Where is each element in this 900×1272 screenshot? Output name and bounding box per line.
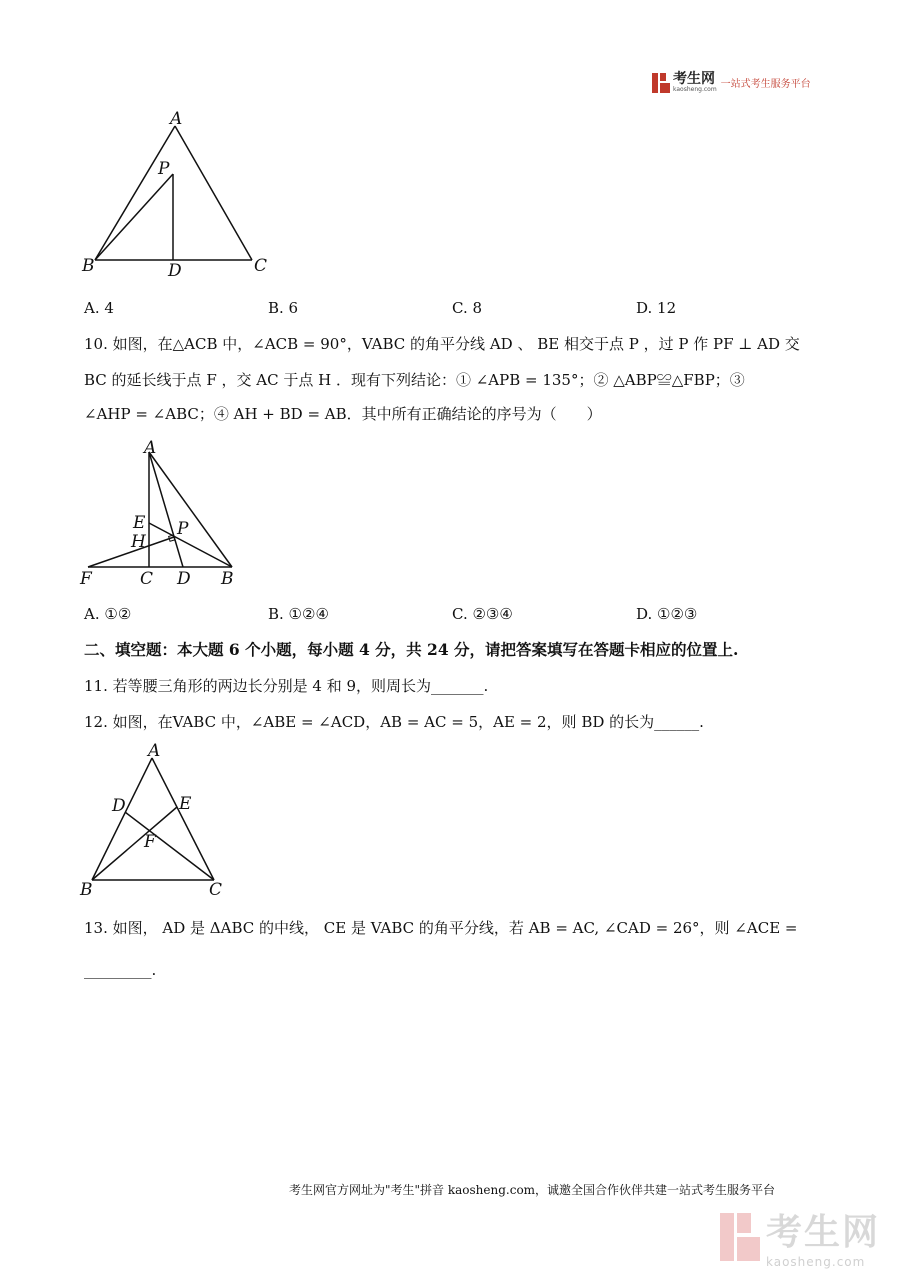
q12-segment-cd: [125, 812, 214, 880]
brand-domain: kaosheng.com: [673, 86, 717, 93]
header-slogan: 一站式考生服务平台: [720, 79, 811, 90]
q10-option-d: D. ①②③: [636, 605, 698, 623]
q9-label-c: C: [254, 256, 268, 276]
q12-figure: [78, 740, 238, 900]
q9-side-ac: [175, 126, 252, 260]
q10-label-d: D: [177, 569, 191, 589]
q10-text-line3: ∠AHP = ∠ABC；④ AH + BD = AB．其中所有正确结论的序号为（ ）: [84, 405, 602, 423]
q10-label-p: P: [177, 519, 189, 539]
q9-option-b: B. 6: [268, 299, 299, 317]
q12-side-ac: [152, 758, 214, 880]
q10-figure: [78, 436, 248, 591]
q10-text-line2: BC 的延长线于点 F ，交 AC 于点 H ．现有下列结论：① ∠APB = 135°；② △ABP≌△FBP；③: [84, 371, 745, 389]
q9-segment-bp: [95, 174, 173, 260]
q10-label-e: E: [133, 513, 146, 533]
q10-bisector-ad: [149, 452, 183, 567]
q13-text-line2: _________.: [84, 961, 157, 979]
q12-side-ab: [92, 758, 152, 880]
brand-logo-icon: [652, 73, 670, 93]
q9-label-d: D: [168, 261, 182, 281]
q9-label-b: B: [82, 256, 95, 276]
q10-text-line1: 10. 如图，在△ACB 中，∠ACB = 90°，VABC 的角平分线 AD 、 BE 相交于点 P ，过 P 作 PF ⊥ AD 交: [84, 335, 800, 353]
q10-side-ab: [149, 452, 232, 567]
q10-label-h: H: [131, 532, 146, 552]
q9-side-ab: [95, 126, 175, 260]
q12-segment-be: [92, 807, 177, 880]
section-heading: 二、填空题：本大题 6 个小题，每小题 4 分，共 24 分，请把答案填写在答题卡相应的位置上.: [84, 640, 739, 659]
q10-option-c: C. ②③④: [452, 605, 513, 623]
q12-label-d: D: [112, 796, 126, 816]
watermark-logo-icon: [720, 1213, 760, 1261]
q9-option-c: C. 8: [452, 299, 483, 317]
q9-option-a: A. 4: [84, 299, 114, 317]
footer-text: 考生网官方网址为"考生"拼音 kaosheng.com，诚邀全国合作伙伴共建一站式考生服务平台: [289, 1183, 776, 1197]
q12-label-b: B: [80, 880, 93, 900]
q13-text-line1: 13. 如图， AD 是 ΔABC 的中线， CE 是 VABC 的角平分线，若 AB = AC, ∠CAD = 26°，则 ∠ACE =: [84, 919, 798, 937]
q12-label-e: E: [179, 794, 192, 814]
q9-figure: [78, 108, 278, 283]
q10-option-a: A. ①②: [84, 605, 132, 623]
q12-text: 12. 如图，在VABC 中，∠ABE = ∠ACD，AB = AC = 5，AE = 2，则 BD 的长为______.: [84, 713, 704, 731]
watermark-name: 考生网: [766, 1212, 881, 1253]
header-logo: [652, 72, 811, 93]
q9-label-a: A: [170, 109, 183, 129]
q12-label-f: F: [144, 832, 156, 852]
q12-label-a: A: [148, 741, 161, 761]
brand-name: 考生网: [673, 71, 715, 87]
watermark-domain: kaosheng.com: [766, 1255, 866, 1269]
watermark: [720, 1204, 880, 1269]
q11-text: 11. 若等腰三角形的两边长分别是 4 和 9，则周长为_______.: [84, 677, 489, 695]
q9-option-d: D. 12: [636, 299, 677, 317]
q10-bisector-be: [149, 523, 232, 567]
q10-label-f: F: [80, 569, 92, 589]
q10-label-b: B: [221, 569, 234, 589]
q12-label-c: C: [209, 880, 223, 900]
q10-label-c: C: [140, 569, 154, 589]
q10-label-a: A: [144, 438, 157, 458]
q10-option-b: B. ①②④: [268, 605, 329, 623]
q9-label-p: P: [158, 159, 170, 179]
